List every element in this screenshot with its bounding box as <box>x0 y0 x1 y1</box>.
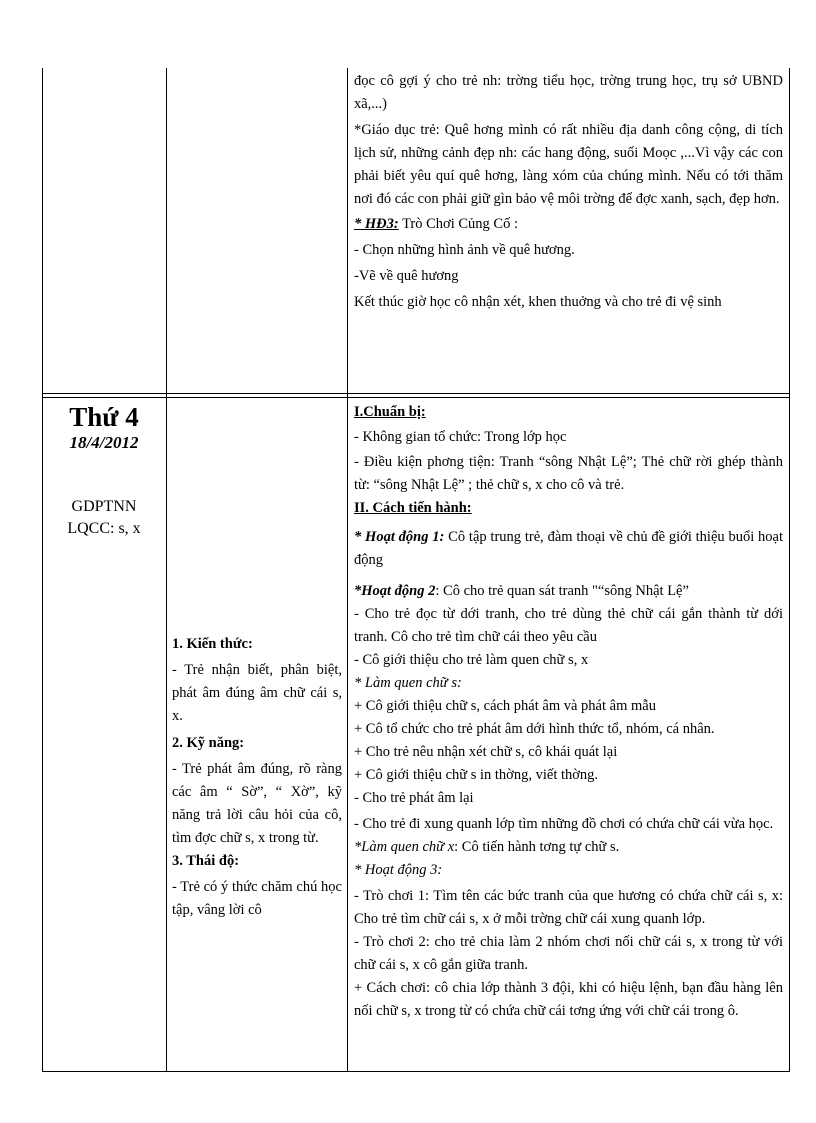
activity-line-9: - Cho trẻ đi xung quanh lớp tìm những đồ chơi có chứa chữ cái vừa học. <box>354 816 774 832</box>
hd2-line <box>354 580 783 603</box>
activity-line-2: - Cô giới thiệu cho trẻ làm quen chữ s, x <box>354 652 589 668</box>
activity-cell <box>354 401 783 1023</box>
objective-attitude: - Trẻ có ý thức chăm chú học tập, vâng lời cô <box>172 879 342 918</box>
activity-line-6: + Cho trẻ nêu nhận xét chữ s, cô khái quát lại <box>354 744 618 760</box>
prep-line-1: - Không gian tổ chức: Trong lớp học <box>354 429 567 445</box>
activity-line-12: - Trò chơi 1: Tìm tên các bức tranh của que hương có chứa chữ cái s, x: Cho trẻ tìm chữ cái s, x ở mỗi trờng chữ cái xung quanh lớp. <box>354 888 783 927</box>
top-item-1: - Chọn những hình ảnh về quê hương. <box>354 242 575 258</box>
objectives-cell <box>172 633 342 922</box>
activity-line-4: + Cô giới thiệu chữ s, cách phát âm và phát âm mẫu <box>354 698 656 714</box>
activity-line-5: + Cô tổ chức cho trẻ phát âm dới hình thức tổ, nhóm, cá nhân. <box>354 721 715 737</box>
activity-line-10 <box>354 836 783 859</box>
activity-line-1: - Cho trẻ đọc từ dới tranh, cho trẻ dùng thẻ chữ cái gắn thành từ dới tranh. Cô cho trẻ tìm chữ cái theo yêu cầu <box>354 606 783 645</box>
activity-line-14: + Cách chơi: cô chia lớp thành 3 đội, khi có hiệu lệnh, bạn đầu hàng lên nối chữ s, x trong từ có chứa chữ cái tơng ứng với chữ cái trong ô. <box>354 980 783 1019</box>
activity-line-13: - Trò chơi 2: cho trẻ chia làm 2 nhóm chơi nối chữ cái s, x trong từ với chữ cái s, x cô gắn giữa tranh. <box>354 934 783 973</box>
activity-line-11: * Hoạt động 3: <box>354 862 443 878</box>
day-cell <box>44 402 164 540</box>
table-border-bottom <box>42 1071 790 1072</box>
objective-heading-skills: 2. Kỹ năng: <box>172 735 245 751</box>
letter-x-label: *Làm quen chữ x <box>354 839 455 855</box>
subject-2: LQCC: s, x <box>67 520 141 537</box>
row-separator <box>42 393 790 394</box>
hd3-label: * HĐ3: <box>354 216 399 232</box>
hd3-text: Trò Chơi Củng Cố : <box>398 216 518 232</box>
table-divider-2 <box>347 68 348 1072</box>
hd3-line <box>354 213 783 236</box>
objective-heading-knowledge: 1. Kiến thức: <box>172 636 253 652</box>
activity-line-7: + Cô giới thiệu chữ s in thờng, viết thờng. <box>354 767 599 783</box>
hd1-label: * Hoạt động 1: <box>354 529 445 545</box>
prep-heading: I.Chuẩn bị: <box>354 404 426 420</box>
top-item-3: Kết thúc giờ học cô nhận xét, khen thuởng và cho trẻ đi vệ sinh <box>354 294 722 310</box>
top-item-2: -Vẽ về quê hương <box>354 268 459 284</box>
table-divider-1 <box>166 68 167 1072</box>
activity-line-8: - Cho trẻ phát âm lại <box>354 790 474 806</box>
hd2-label: *Hoạt động 2 <box>354 583 436 599</box>
top-activity-cell <box>354 70 783 314</box>
table-border-left <box>42 68 43 1072</box>
letter-x-text: : Cô tiến hành tơng tự chữ s. <box>454 839 620 855</box>
objective-knowledge: - Trẻ nhận biết, phân biệt, phát âm đúng âm chữ cái s, x. <box>172 662 342 724</box>
top-line-1: đọc cô gợi ý cho trẻ nh: trờng tiểu học, trờng trung học, trụ sở UBND xã,...) <box>354 73 783 112</box>
table-border-right <box>789 68 790 1072</box>
procedure-heading: II. Cách tiến hành: <box>354 500 472 516</box>
row-separator-inner <box>42 397 790 398</box>
day-title: Thứ 4 <box>69 402 139 432</box>
activity-line-3: * Làm quen chữ s: <box>354 675 462 691</box>
hd2-text: : Cô cho trẻ quan sát tranh "“sông Nhật Lệ” <box>435 583 689 599</box>
day-date: 18/4/2012 <box>69 433 139 452</box>
objective-skills: - Trẻ phát âm đúng, rõ ràng các âm “ Sờ”, “ Xờ”, kỹ năng trả lời câu hỏi của cô, tìm đợc chữ s, x trong từ. <box>172 761 342 846</box>
hd1-text: Cô tập trung trẻ, đàm thoại về chủ đề giới thiệu buổi hoạt động <box>354 529 783 568</box>
prep-line-2: - Điều kiện phơng tiện: Tranh “sông Nhật Lệ”; Thẻ chữ rời ghép thành từ: “sông Nhật Lệ” ; thẻ chữ s, x cho cô và trẻ. <box>354 454 783 493</box>
objective-heading-attitude: 3. Thái độ: <box>172 853 240 869</box>
subject-1: GDPTNN <box>71 498 137 515</box>
top-line-2: *Giáo dục trẻ: Quê hơng mình có rất nhiều địa danh công cộng, di tích lịch sử, những cảnh đẹp nh: các hang động, suối Moọc ,...Vì vậy các con phải biết yêu quí quê hơng, làng xóm của chúng mình. Nếu có tới thăm nơi đó các con phải giữ gìn bảo vệ môi trờng để đợc xanh, sạch, đẹp hơn. <box>354 122 783 207</box>
hd1-line <box>354 526 783 572</box>
